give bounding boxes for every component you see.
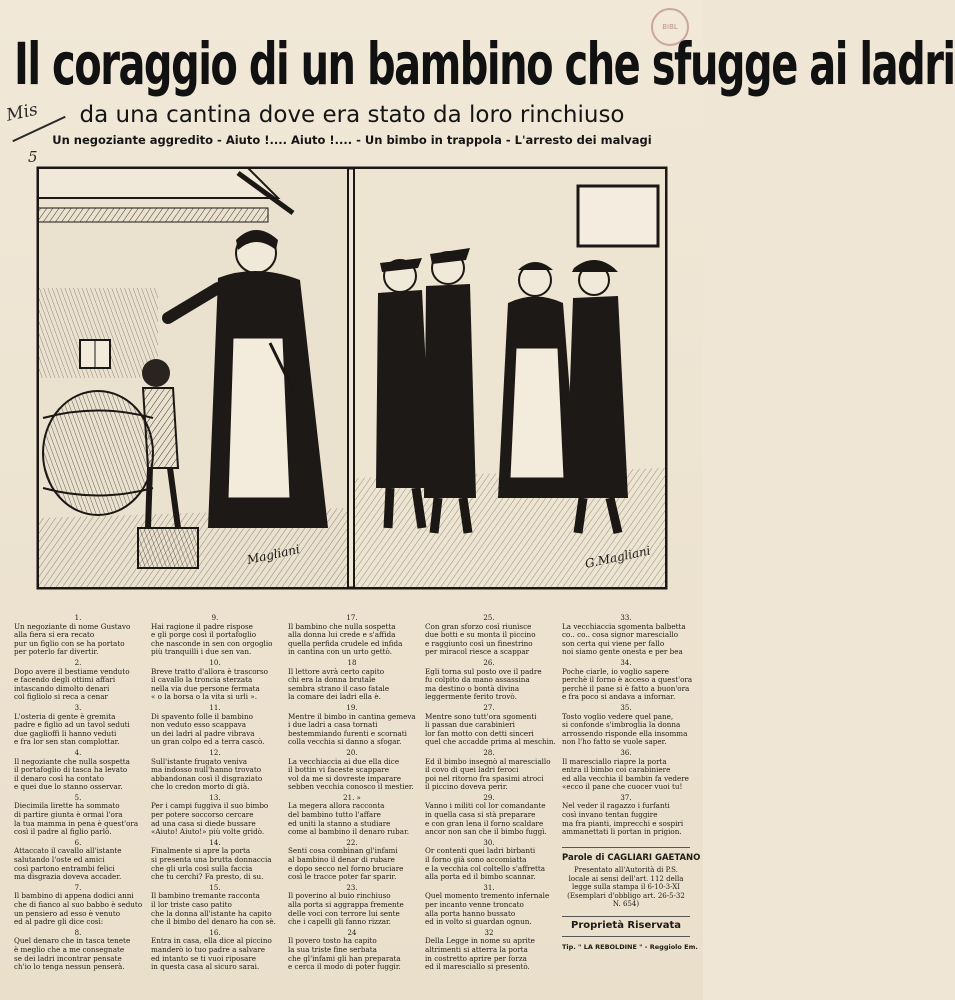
- verse-stanza: [151, 704, 279, 747]
- verse-stanza: [151, 929, 279, 972]
- right-panel: [354, 168, 666, 588]
- words-by: Parole di CAGLIARI GAETANO: [562, 847, 690, 863]
- verse-line: più tranquilli i due sen van.: [151, 647, 252, 657]
- verse-stanza: [562, 749, 690, 792]
- verse-line: così invano tentan fuggire: [562, 810, 658, 820]
- verse-line: Tosto voglio vedere quel pane,: [562, 711, 674, 721]
- verse-line: il bottin vi faceste scappare: [288, 765, 389, 775]
- verse-line: abbandonan così il disgraziato: [151, 773, 263, 783]
- verse-line: La vecchiaccia ai due ella dice: [288, 756, 400, 766]
- verse-line: e con gran lena il forno scaldare: [425, 818, 544, 828]
- verse-line: Il bambino tremante racconta: [151, 891, 260, 901]
- verse-stanza: [288, 659, 416, 702]
- stanza-number: 27.: [483, 703, 495, 712]
- verse-line: e dopo secco nel forno bruciare: [288, 863, 404, 873]
- stanza-number: 7.: [74, 883, 82, 892]
- verse-line: Mentre il bimbo in cantina gemeva: [288, 711, 416, 721]
- verse-line: due botti e su monta il piccino: [425, 630, 536, 640]
- verse-line: che di fianco al suo babbo è seduto: [14, 900, 143, 909]
- verse-line: Attaccato il cavallo all'istante: [14, 846, 122, 856]
- stanza-number: 37.: [620, 793, 632, 802]
- stanza-number: 26.: [483, 658, 495, 667]
- verse-stanza: [288, 704, 416, 747]
- signature-left: Magliani: [245, 542, 301, 567]
- verse-line: si presenta una brutta donnaccia: [151, 855, 272, 865]
- signature-right: G.Magliani: [583, 543, 652, 571]
- verse-column-2: [151, 612, 279, 973]
- stanza-number: 10.: [209, 658, 221, 667]
- verse-line: Con gran sforzo così riunisce: [425, 621, 532, 631]
- verse-line: Della Legge in nome su aprite: [425, 936, 535, 946]
- verse-line: due gaglioffi li hanno veduti: [14, 728, 117, 738]
- stanza-number: 36.: [620, 748, 632, 757]
- verse-line: Quel denaro che in tasca tenete: [14, 936, 131, 946]
- verse-stanza: [14, 839, 142, 882]
- verse-line: delle voci con terrore lui sente: [288, 908, 400, 918]
- verse-line: alla fiera si era recato: [14, 630, 95, 640]
- verse-line: del bambino tutto l'affare: [288, 810, 381, 820]
- verse-line: Breve tratto d'allora è trascorso: [151, 666, 269, 676]
- verse-stanza: [562, 794, 690, 837]
- page-title: Il coraggio di un bambino che sfugge ai ladri: [14, 32, 955, 99]
- verse-line: Senti cosa combinan gl'infami: [288, 846, 398, 856]
- stanza-number: 16.: [209, 928, 221, 937]
- verse-stanza: [288, 929, 416, 972]
- verse-line: Il poverino al buio rinchiuso: [288, 891, 391, 901]
- verse-line: ma fra pianti, imprecchi e sospiri: [562, 818, 684, 828]
- stanza-number: 8.: [74, 928, 82, 937]
- verse-line: così il padre al figlio parlò.: [14, 827, 112, 837]
- verse-line: ch'io lo tenga nessun penserà.: [14, 962, 125, 972]
- verse-line: la sua triste fine serbata: [288, 944, 377, 954]
- page-subtitle: da una cantina dove era stato da loro rinchiuso: [79, 102, 625, 128]
- verse-line: Un negoziante di nome Gustavo: [14, 621, 131, 631]
- legal-note: [562, 866, 690, 908]
- verse-line: lor fan motto con detti sinceri: [425, 728, 534, 738]
- verse-line: intascando dimolto denari: [14, 683, 110, 693]
- verse-line: perchè il forno è acceso a quest'ora: [562, 675, 693, 685]
- verse-line: Hai ragione il padre rispose: [151, 621, 253, 631]
- verse-column-1: [14, 612, 142, 973]
- verse-line: e gli porge così il portafoglio: [151, 630, 257, 640]
- verse-stanza: [562, 658, 693, 702]
- verse-line: un dei ladri al padre vibrava: [151, 728, 255, 738]
- verse-line: e raggiunto così un finestrino: [425, 638, 533, 648]
- verse-line: in questa casa al sicuro sarai.: [151, 962, 260, 972]
- verse-line: Quel momento tremento infernale: [425, 891, 550, 901]
- verse-line: son certa qui viene per fallo: [562, 638, 665, 648]
- verse-stanza: [288, 749, 416, 792]
- verse-line: Dopo avere il bestiame venduto: [14, 666, 130, 676]
- verse-line: la comare dei ladri ella è.: [288, 692, 381, 702]
- verse-line: ed uniti la stanno a studiare: [288, 818, 391, 828]
- verse-stanza: [425, 929, 553, 972]
- stanza-number: 24: [347, 928, 357, 937]
- verse-line: e cerca il modo di poter fuggir.: [288, 962, 401, 972]
- stanza-number: 25.: [483, 614, 495, 622]
- verse-stanza: [14, 749, 142, 792]
- verse-line: arrossendo risponde ella insomma: [562, 728, 688, 738]
- verse-line: che gli urla così sulla faccia: [151, 863, 253, 873]
- stanza-number: 33.: [620, 614, 632, 622]
- verse-line: col figliolo si reca a cenar: [14, 692, 108, 702]
- verse-line: colla vecchia si danno a sfogar.: [288, 737, 402, 747]
- verse-line: Per i campi fuggiva il suo bimbo: [151, 801, 269, 811]
- stanza-number: 14.: [209, 838, 221, 847]
- verse-stanza: [151, 839, 279, 882]
- verse-line: Poche ciarle, io voglio sapere: [562, 666, 669, 676]
- stanza-number: 4.: [74, 748, 82, 757]
- verse-line: Finalmente si apre la porta: [151, 846, 251, 856]
- stanza-number: 6.: [74, 838, 82, 847]
- verse-line: per potere soccorso cercare: [151, 810, 254, 820]
- verse-line: ma destino o bontà divina: [425, 683, 520, 693]
- stanza-number: 35.: [620, 703, 632, 712]
- stanza-number: 2.: [74, 658, 82, 667]
- verse-stanza: [151, 749, 279, 792]
- verse-line: La megera allora racconta: [288, 801, 385, 811]
- verse-line: entra il bimbo coi carabiniere: [562, 765, 671, 775]
- verse-stanza: [288, 884, 416, 927]
- verse-line: il cavallo la troncia sterzata: [151, 675, 253, 685]
- verse-stanza: [425, 703, 556, 747]
- verse-line: e la vecchia col coltello s'affretta: [425, 863, 546, 873]
- verse-stanza: [288, 839, 416, 882]
- verse-line: è meglio che a me consegnate: [14, 944, 125, 954]
- stanza-number: 20.: [346, 748, 358, 757]
- verse-line: come al bambino il denaro rubar.: [288, 827, 409, 837]
- stanza-number: 32: [484, 928, 494, 937]
- verse-line: L'osteria di gente è gremita: [14, 711, 116, 721]
- verse-stanza: [425, 614, 553, 657]
- verse-line: al bambino il denar di rubare: [288, 855, 395, 865]
- verse-line: quel che accadde prima al meschin.: [425, 737, 556, 747]
- stanza-number: 21. »: [343, 793, 361, 802]
- verse-stanza: [288, 614, 416, 657]
- verse-line: La vecchiaccia sgomenta balbetta: [562, 621, 686, 631]
- verse-line: e facendo degli ottimi affari: [14, 675, 116, 685]
- verse-line: Sull'istante frugato veniva: [151, 756, 248, 766]
- verse-line: i due ladri a casa tornati: [288, 720, 378, 730]
- verse-line: ed in volto si guardan ognun.: [425, 917, 532, 927]
- verse-line: «Aiuto! Aiuto!» più volte gridò.: [151, 827, 265, 837]
- verse-line: fu colpito da mano assassina: [425, 675, 530, 685]
- verse-line: Il maresciallo riapre la porta: [562, 756, 667, 766]
- verse-line: che lo credon morto di già.: [151, 782, 250, 792]
- handwritten-number: 5: [28, 148, 38, 166]
- verse-line: sebben vecchia conosco il mestier.: [288, 782, 414, 792]
- verse-stanza: [14, 704, 142, 747]
- verse-line: Ed il bimbo insegnò al maresciallo: [425, 756, 551, 766]
- verse-line: ed alla vecchia il bambin fa vedere: [562, 773, 689, 783]
- verse-line: se dei ladri incontrar pensate: [14, 953, 122, 963]
- verse-line: Entra in casa, ella dice al piccino: [151, 936, 272, 946]
- verse-line: salutando l'oste ed amici: [14, 855, 105, 865]
- stanza-number: 3.: [74, 703, 82, 712]
- verse-line: noi siamo gente onesta e per bea: [562, 647, 683, 657]
- verse-line: ma disgrazia doveva accader.: [14, 872, 122, 882]
- stanza-number: 15.: [209, 883, 221, 892]
- verse-line: un pensiero ad esso è venuto: [14, 908, 121, 918]
- verse-line: Mentre sono tutt'ora sgomenti: [425, 711, 537, 721]
- verse-line: ad una casa si diede bussare: [151, 818, 256, 828]
- stanza-number: 9.: [211, 614, 219, 622]
- verse-line: ma indosso null'hanno trovato: [151, 765, 262, 775]
- verse-line: leggermente ferito trovò.: [425, 692, 517, 702]
- stanza-number: 31.: [483, 883, 495, 892]
- verse-line: bestemmiando furenti e scornati: [288, 728, 407, 738]
- verse-line: un gran colpo ed a terra cascò.: [151, 737, 265, 747]
- verse-line: li passan due carabinieri: [425, 720, 515, 730]
- verse-stanza: [14, 614, 142, 657]
- verse-line: Il negoziante che nulla sospetta: [14, 756, 130, 766]
- stanza-number: 5.: [74, 793, 82, 802]
- verse-line: Or contenti quei ladri birbanti: [425, 846, 536, 856]
- verse-line: il lor triste caso patito: [151, 900, 232, 909]
- verse-line: Di spavento folle il bambino: [151, 711, 253, 721]
- verse-line: co.. co.. cosa signor maresciallo: [562, 630, 679, 640]
- verse-line: non veduto esso scappava: [151, 720, 246, 730]
- verse-line: si confonde s'imbroglia la donna: [562, 720, 681, 730]
- verse-line: ed il maresciallo si presentò.: [425, 962, 530, 972]
- verse-line: per poterlo far divertir.: [14, 647, 99, 657]
- verse-line: ed intanto se ti vuoi riposare: [151, 953, 256, 963]
- verse-stanza: [425, 884, 553, 927]
- stanza-number: 18: [347, 658, 357, 667]
- verse-line: « o la borsa o la vita si urli ».: [151, 692, 257, 702]
- verse-line: in quella casa si stà preparare: [425, 810, 536, 820]
- verse-column-3: [288, 612, 416, 973]
- verse-line: padre e figlio ad un tavol seduti: [14, 720, 130, 730]
- verse-stanza: [562, 614, 690, 657]
- verse-line: il forno già sono accomiatta: [425, 855, 527, 865]
- page-tagline: Un negoziante aggredito - Aiuto !.... Aiuto !.... - Un bimbo in trappola - L'arresto dei malvagi: [52, 133, 652, 147]
- verse-line: Il povero tosto ha capito: [288, 936, 377, 946]
- verse-line: che nasconde in sen con orgoglio: [151, 638, 273, 648]
- legal-note-line: locale ai sensi dell'art. 112 della: [568, 874, 684, 883]
- verse-line: nella via due persone fermata: [151, 683, 260, 693]
- verse-column-4: [425, 612, 556, 973]
- stanza-number: 13.: [209, 793, 221, 802]
- verse-line: altrimenti si atterra la porta: [425, 944, 528, 954]
- verse-line: non l'ho fatto se vuole saper.: [562, 737, 667, 747]
- verse-line: ed al padre gli dice così:: [14, 917, 104, 927]
- verse-line: alla porta hanno bussato: [425, 908, 516, 918]
- stanza-number: 30.: [483, 838, 495, 847]
- verse-line: quella perfida crudele ed infida: [288, 638, 403, 648]
- verse-stanza: [151, 884, 279, 927]
- verse-line: e fra lor sen stan complottar.: [14, 737, 120, 747]
- verse-line: il denaro così ha contato: [14, 773, 104, 783]
- verse-stanza: [14, 659, 142, 702]
- verse-line: la tua mamma in pena è quest'ora: [14, 818, 139, 828]
- verse-line: vol da me si dovreste imparare: [288, 773, 401, 783]
- printer-credit: Tip. " LA REBOLDINE " - Reggiolo Em.: [562, 943, 698, 952]
- legal-note-line: Presentato all'Autorità di P.S.: [574, 866, 678, 875]
- rights-notice: Proprietà Riservata: [562, 916, 690, 937]
- verse-line: Nel veder il ragazzo i furfanti: [562, 801, 670, 811]
- left-panel: [38, 168, 348, 588]
- handwritten-mark: Mis: [4, 99, 40, 126]
- verse-line: Egli torna sul posto ove il padre: [425, 666, 542, 676]
- stanza-number: 23.: [346, 883, 358, 892]
- verse-stanza: [425, 794, 553, 837]
- verse-line: che i capelli gli fanno rizzar.: [288, 917, 391, 927]
- verse-stanza: [14, 929, 142, 972]
- verse-line: «ecco il pane che cuocer vuoi tu!: [562, 782, 683, 792]
- stanza-number: 1.: [74, 614, 82, 622]
- verse-line: che il bimbo del denaro ha con sè.: [151, 917, 276, 927]
- stanza-number: 19.: [346, 703, 358, 712]
- verse-line: manderò io tuo padre a salvare: [151, 944, 266, 954]
- verse-stanza: [151, 614, 279, 657]
- library-stamp: BIBL: [651, 8, 689, 46]
- verse-line: così le tracce poter far sparir.: [288, 872, 397, 882]
- stanza-number: 17.: [346, 614, 358, 622]
- verse-line: che tu cerchi? Fa presto, di su.: [151, 872, 264, 882]
- verse-line: perchè il pane si è fatto a buon'ora: [562, 683, 690, 693]
- verse-line: ancor non san che il bimbo fuggì.: [425, 827, 547, 837]
- stanza-number: 22.: [346, 838, 358, 847]
- verse-line: il covo di quei ladri feroci: [425, 765, 519, 775]
- stanza-number: 28.: [483, 748, 495, 757]
- stanza-number: 34.: [620, 658, 632, 667]
- verse-line: in cantina con un urto gettò.: [288, 647, 393, 657]
- verse-line: ammanettati li portan in prigion.: [562, 827, 682, 837]
- verse-line: Diecimila lirette ha sommato: [14, 801, 120, 811]
- stanza-number: 11.: [209, 703, 221, 712]
- verse-line: il piccino doveva perir.: [425, 782, 508, 792]
- verse-column-5: [562, 612, 701, 952]
- verse-line: per miracol riesce a scappar: [425, 647, 530, 657]
- verse-line: che la donna all'istante ha capito: [151, 908, 272, 918]
- verse-line: Il lettore avrà certo capito: [288, 666, 385, 676]
- verse-stanza: [14, 794, 142, 837]
- verse-line: Il bambino che nulla sospetta: [288, 621, 396, 631]
- verse-line: Il bambino di appena dodici anni: [14, 891, 134, 901]
- verse-line: per incanto venne troncato: [425, 900, 524, 909]
- verse-line: in costretto aprire per forza: [425, 953, 527, 963]
- verse-line: sembra strano il caso fatale: [288, 683, 390, 693]
- legal-note-line: (Esemplari d'obbligo art. 26-5-32: [567, 891, 685, 900]
- verse-line: pur un figlio con se ha portato: [14, 638, 125, 648]
- verse-line: e quei due lo stanno osservar.: [14, 782, 123, 792]
- verse-line: alla porta si aggrappa fremente: [288, 900, 404, 909]
- verse-line: alla porta ed il bimbo scannar.: [425, 872, 536, 882]
- verse-line: chi era la donna brutale: [288, 675, 376, 685]
- verse-stanza: [151, 794, 279, 837]
- verse-stanza: [425, 749, 553, 792]
- verse-columns: [14, 612, 701, 972]
- verse-stanza: [288, 794, 416, 837]
- verse-line: il portafoglio di tasca ha levato: [14, 765, 128, 775]
- illustration: [38, 168, 666, 588]
- verse-line: Vanno i militi col lor comandante: [425, 801, 546, 811]
- verse-stanza: [425, 659, 553, 702]
- verse-stanza: [14, 884, 142, 927]
- verse-line: alla donna lui crede e s'affida: [288, 630, 396, 640]
- verse-line: poi nel ritorno fra spasimi atroci: [425, 773, 544, 783]
- verse-line: così partono entrambi felici: [14, 863, 115, 873]
- stanza-number: 29.: [483, 793, 495, 802]
- verse-stanza: [562, 704, 690, 747]
- verse-line: e fra poco si andava a infornar.: [562, 692, 676, 702]
- verse-list-5: [562, 614, 693, 837]
- legal-note-line: N. 654): [612, 900, 640, 909]
- stanza-number: 12.: [209, 748, 221, 757]
- verse-stanza: [151, 659, 279, 702]
- legal-note-line: legge sulla stampa il 6-10-3-XI: [572, 883, 680, 892]
- verse-line: che gl'infami gli han preparata: [288, 953, 401, 963]
- verse-line: di partire giunta è ormai l'ora: [14, 810, 123, 820]
- verse-stanza: [425, 839, 553, 882]
